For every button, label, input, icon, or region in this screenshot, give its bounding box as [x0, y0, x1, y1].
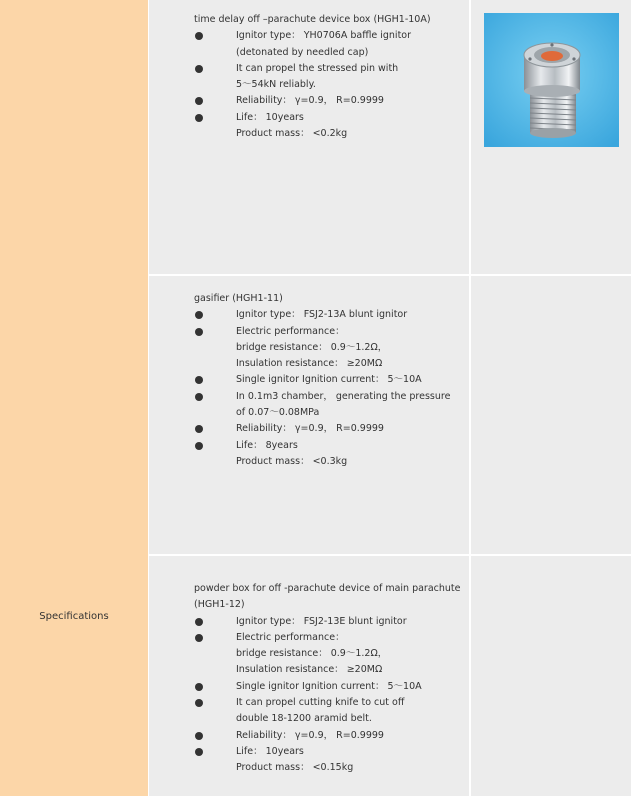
bullet-icon — [195, 114, 203, 122]
bullet-icon — [195, 311, 203, 319]
bullet-icon — [195, 634, 203, 642]
spec-item-text: Product mass： <0.2kg — [236, 128, 348, 140]
product-block-3 — [194, 581, 464, 777]
product-title: gasifier (HGH1-11) — [194, 293, 283, 304]
spec-item-text: Ignitor type： FSJ2-13E blunt ignitor — [236, 615, 407, 627]
spec-item — [194, 662, 464, 678]
spec-item — [194, 646, 464, 662]
spec-item-text: It can propel the stressed pin with — [236, 62, 399, 74]
bullet-icon — [195, 393, 203, 401]
spec-item-text: of 0.07～0.08MPa — [236, 407, 320, 419]
spec-item — [194, 110, 464, 126]
spec-item — [194, 728, 464, 744]
spec-item-text: bridge resistance： 0.9～1.2Ω， — [236, 648, 388, 660]
spec-item-text: In 0.1m3 chamber， generating the pressure — [236, 390, 451, 402]
bullet-icon — [195, 683, 203, 691]
image-cell-2 — [471, 276, 631, 554]
spec-item-text: It can propel cutting knife to cut off — [236, 697, 405, 709]
spec-item-text: Single ignitor Ignition current： 5～10A — [236, 680, 422, 692]
product-photo — [484, 13, 619, 147]
bullet-icon — [195, 732, 203, 740]
spec-item — [194, 307, 464, 323]
spec-item-text: Product mass： <0.3kg — [236, 455, 348, 467]
spec-item-text: bridge resistance： 0.9～1.2Ω， — [236, 341, 388, 353]
product-block-2 — [194, 291, 464, 470]
product-title: powder box for off -parachute device of main parachute — [194, 583, 461, 594]
spec-item-text: Insulation resistance： ≥20MΩ — [236, 664, 383, 676]
spec-item-text: Reliability： γ=0.9， R=0.9999 — [236, 95, 384, 107]
spec-item — [194, 389, 464, 405]
spec-item — [194, 695, 464, 711]
spec-item-text: Product mass： <0.15kg — [236, 762, 354, 774]
product-title: time delay off –parachute device box (HGH1-10A) — [194, 14, 431, 25]
bullet-icon — [195, 442, 203, 450]
bullet-icon — [195, 97, 203, 105]
spec-item — [194, 744, 464, 760]
spec-item — [194, 760, 464, 776]
spec-item-text: Electric performance： — [236, 325, 345, 337]
product-photo-graphic — [484, 13, 619, 147]
spec-item-text: Ignitor type： FSJ2-13A blunt ignitor — [236, 309, 408, 321]
bullet-icon — [195, 376, 203, 384]
spec-item-text: Reliability： γ=0.9， R=0.9999 — [236, 729, 384, 741]
spec-item-text: Reliability： γ=0.9， R=0.9999 — [236, 423, 384, 435]
spec-item — [194, 45, 464, 61]
spec-item — [194, 93, 464, 109]
product-block-1 — [194, 12, 464, 142]
spec-item-text: Single ignitor Ignition current： 5～10A — [236, 374, 422, 386]
product-title: (HGH1-12) — [194, 599, 245, 611]
spec-item-text: Insulation resistance： ≥20MΩ — [236, 358, 383, 370]
spec-item — [194, 61, 464, 77]
bullet-icon — [195, 65, 203, 73]
spec-item — [194, 405, 464, 421]
spec-item — [194, 614, 464, 630]
spec-item — [194, 421, 464, 437]
spec-item-text: Life： 8years — [236, 439, 298, 451]
spec-item — [194, 356, 464, 372]
spec-item-text: 5～54kN reliably. — [236, 79, 316, 91]
spec-item-text: (detonated by needled cap) — [236, 46, 369, 58]
spec-item — [194, 28, 464, 44]
spec-label: Specifications — [39, 611, 109, 622]
spec-item — [194, 711, 464, 727]
spec-label-column — [0, 0, 148, 796]
bullet-icon — [195, 699, 203, 707]
bullet-icon — [195, 748, 203, 756]
bullet-icon — [195, 618, 203, 626]
spec-item — [194, 340, 464, 356]
spec-item-text: Ignitor type： YH0706A baffle ignitor — [236, 30, 412, 42]
spec-item-text: double 18-1200 aramid belt. — [236, 713, 372, 725]
spec-item-text: Life： 10years — [236, 111, 304, 123]
spec-item — [194, 126, 464, 142]
spec-item-text: Electric performance： — [236, 631, 345, 643]
image-cell-3 — [471, 556, 631, 796]
bullet-icon — [195, 32, 203, 40]
spec-item — [194, 77, 464, 93]
bullet-icon — [195, 425, 203, 433]
spec-item — [194, 324, 464, 340]
bullet-icon — [195, 328, 203, 336]
spec-item — [194, 630, 464, 646]
spec-item — [194, 679, 464, 695]
spec-item — [194, 438, 464, 454]
spec-item-text: Life： 10years — [236, 745, 304, 757]
spec-item — [194, 372, 464, 388]
spec-item — [194, 454, 464, 470]
